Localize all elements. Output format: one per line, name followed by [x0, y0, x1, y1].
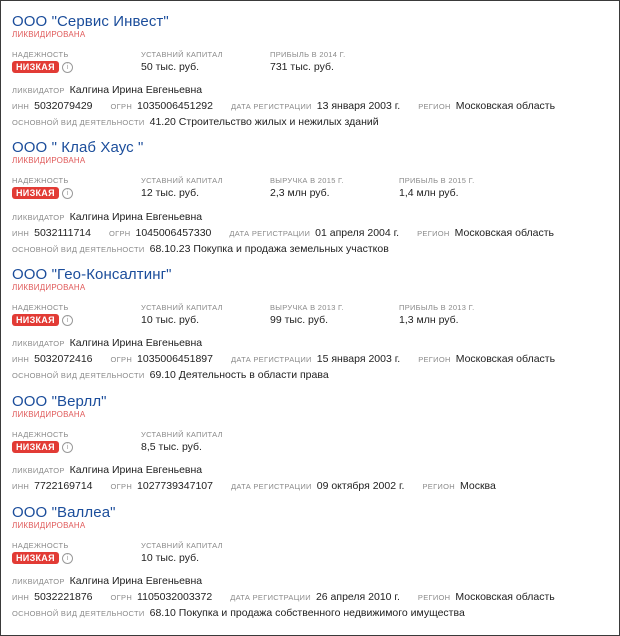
- inn-label: ИНН: [12, 482, 30, 491]
- reliability-label: НАДЕЖНОСТЬ: [12, 50, 69, 59]
- profit-label: ПРИБЫЛЬ В 2015 Г.: [399, 176, 475, 185]
- reg-date-value: 01 апреля 2004 г.: [315, 227, 400, 239]
- reliability-label: НАДЕЖНОСТЬ: [12, 303, 69, 312]
- revenue-value: 99 тыс. руб.: [270, 314, 329, 326]
- capital-value: 12 тыс. руб.: [141, 187, 200, 199]
- reliability-badge: НИЗКАЯ: [12, 314, 59, 326]
- info-icon[interactable]: i: [62, 553, 73, 564]
- inn-value: 5032111714: [34, 227, 91, 239]
- reg-date-value: 26 апреля 2010 г.: [315, 591, 400, 603]
- ogrn-label: ОГРН: [110, 355, 133, 364]
- ogrn-value: 1035006451292: [137, 100, 213, 112]
- reg-date-value: 13 января 2003 г.: [316, 100, 401, 112]
- company-name-link[interactable]: ООО "Верлл": [12, 393, 107, 410]
- activity-value: 68.10 Покупка и продажа собственного недвижимого имущества: [149, 607, 465, 619]
- region-label: РЕГИОН: [418, 355, 451, 364]
- liquidator-label: ЛИКВИДАТОР: [12, 339, 65, 348]
- info-icon[interactable]: i: [62, 442, 73, 453]
- capital-value: 8,5 тыс. руб.: [141, 441, 202, 453]
- reliability-badge: НИЗКАЯ: [12, 552, 59, 564]
- reg-date-label: ДАТА РЕГИСТРАЦИИ: [229, 229, 311, 238]
- liquidator-value[interactable]: Калгина Ирина Евгеньевна: [69, 211, 203, 223]
- inn-value: 7722169714: [34, 480, 93, 492]
- capital-label: УСТАВНИЙ КАПИТАЛ: [141, 50, 223, 59]
- ogrn-value: 1035006451897: [137, 353, 213, 365]
- capital-value: 10 тыс. руб.: [141, 552, 200, 564]
- inn-label: ИНН: [12, 229, 30, 238]
- ogrn-label: ОГРН: [110, 593, 133, 602]
- profit-value: 731 тыс. руб.: [270, 61, 334, 73]
- inn-value: 5032079429: [34, 100, 93, 112]
- liquidator-label: ЛИКВИДАТОР: [12, 213, 65, 222]
- activity-value: 69.10 Деятельность в области права: [149, 369, 329, 381]
- region-value: Московская область: [455, 100, 556, 112]
- capital-value: 50 тыс. руб.: [141, 61, 200, 73]
- activity-row: [12, 365, 347, 383]
- activity-label: ОСНОВНОЙ ВИД ДЕЯТЕЛЬНОСТИ: [12, 245, 145, 254]
- region-value: Московская область: [455, 591, 555, 603]
- reg-date-value: 09 октября 2002 г.: [316, 480, 405, 492]
- region-label: РЕГИОН: [418, 102, 451, 111]
- profit-label: ПРИБЫЛЬ В 2014 Г.: [270, 50, 346, 59]
- reliability-badge: НИЗКАЯ: [12, 441, 59, 453]
- inn-label: ИНН: [12, 355, 30, 364]
- company-status: ЛИКВИДИРОВАНА: [12, 156, 86, 165]
- info-icon[interactable]: i: [62, 315, 73, 326]
- reg-date-value: 15 января 2003 г.: [316, 353, 401, 365]
- ogrn-label: ОГРН: [110, 482, 133, 491]
- region-label: РЕГИОН: [422, 482, 455, 491]
- company-status: ЛИКВИДИРОВАНА: [12, 521, 86, 530]
- ids-row: [12, 476, 514, 494]
- profit-value: 1,4 млн руб.: [399, 187, 459, 199]
- reg-date-label: ДАТА РЕГИСТРАЦИИ: [230, 102, 312, 111]
- activity-row: [12, 112, 397, 130]
- liquidator-value[interactable]: Калгина Ирина Евгеньевна: [69, 464, 203, 476]
- capital-label: УСТАВНИЙ КАПИТАЛ: [141, 176, 223, 185]
- liquidator-label: ЛИКВИДАТОР: [12, 86, 65, 95]
- liquidator-value[interactable]: Калгина Ирина Евгеньевна: [69, 337, 203, 349]
- inn-label: ИНН: [12, 593, 30, 602]
- liquidator-value[interactable]: Калгина Ирина Евгеньевна: [69, 84, 203, 96]
- revenue-label: ВЫРУЧКА В 2015 Г.: [270, 176, 344, 185]
- region-label: РЕГИОН: [417, 229, 450, 238]
- region-value: Московская область: [454, 227, 554, 239]
- reliability-badge: НИЗКАЯ: [12, 61, 59, 73]
- capital-label: УСТАВНИЙ КАПИТАЛ: [141, 303, 223, 312]
- activity-label: ОСНОВНОЙ ВИД ДЕЯТЕЛЬНОСТИ: [12, 609, 145, 618]
- inn-value: 5032072416: [34, 353, 93, 365]
- activity-row: [12, 239, 407, 257]
- region-value: Московская область: [455, 353, 556, 365]
- ogrn-label: ОГРН: [108, 229, 131, 238]
- company-name-link[interactable]: ООО "Гео-Консалтинг": [12, 266, 172, 283]
- profit-label: ПРИБЫЛЬ В 2013 Г.: [399, 303, 475, 312]
- liquidator-value[interactable]: Калгина Ирина Евгеньевна: [69, 575, 203, 587]
- activity-label: ОСНОВНОЙ ВИД ДЕЯТЕЛЬНОСТИ: [12, 371, 145, 380]
- company-name-link[interactable]: ООО "Сервис Инвест": [12, 13, 169, 30]
- company-name-link[interactable]: ООО " Клаб Хаус ": [12, 139, 144, 156]
- ogrn-value: 1105032003372: [137, 591, 213, 603]
- info-icon[interactable]: i: [62, 188, 73, 199]
- revenue-value: 2,3 млн руб.: [270, 187, 330, 199]
- company-name-link[interactable]: ООО "Валлеа": [12, 504, 116, 521]
- ogrn-value: 1045006457330: [135, 227, 212, 239]
- inn-label: ИНН: [12, 102, 30, 111]
- inn-value: 5032221876: [34, 591, 93, 603]
- reliability-badge: НИЗКАЯ: [12, 187, 59, 199]
- revenue-label: ВЫРУЧКА В 2013 Г.: [270, 303, 344, 312]
- activity-label: ОСНОВНОЙ ВИД ДЕЯТЕЛЬНОСТИ: [12, 118, 145, 127]
- profit-value: 1,3 млн руб.: [399, 314, 459, 326]
- company-status: ЛИКВИДИРОВАНА: [12, 283, 86, 292]
- region-value: Москва: [459, 480, 496, 492]
- capital-label: УСТАВНИЙ КАПИТАЛ: [141, 430, 223, 439]
- reliability-label: НАДЕЖНОСТЬ: [12, 541, 69, 550]
- capital-value: 10 тыс. руб.: [141, 314, 200, 326]
- activity-value: 68.10.23 Покупка и продажа земельных участков: [149, 243, 389, 255]
- activity-row: [12, 603, 483, 621]
- ogrn-value: 1027739347107: [137, 480, 213, 492]
- info-icon[interactable]: i: [62, 62, 73, 73]
- liquidator-label: ЛИКВИДАТОР: [12, 466, 65, 475]
- reliability-label: НАДЕЖНОСТЬ: [12, 176, 69, 185]
- activity-value: 41.20 Строительство жилых и нежилых зданий: [149, 116, 379, 128]
- reg-date-label: ДАТА РЕГИСТРАЦИИ: [230, 593, 311, 602]
- company-status: ЛИКВИДИРОВАНА: [12, 410, 86, 419]
- reg-date-label: ДАТА РЕГИСТРАЦИИ: [230, 355, 312, 364]
- company-status: ЛИКВИДИРОВАНА: [12, 30, 86, 39]
- region-label: РЕГИОН: [417, 593, 451, 602]
- reliability-label: НАДЕЖНОСТЬ: [12, 430, 69, 439]
- reg-date-label: ДАТА РЕГИСТРАЦИИ: [230, 482, 312, 491]
- liquidator-label: ЛИКВИДАТОР: [12, 577, 65, 586]
- ogrn-label: ОГРН: [110, 102, 133, 111]
- capital-label: УСТАВНИЙ КАПИТАЛ: [141, 541, 223, 550]
